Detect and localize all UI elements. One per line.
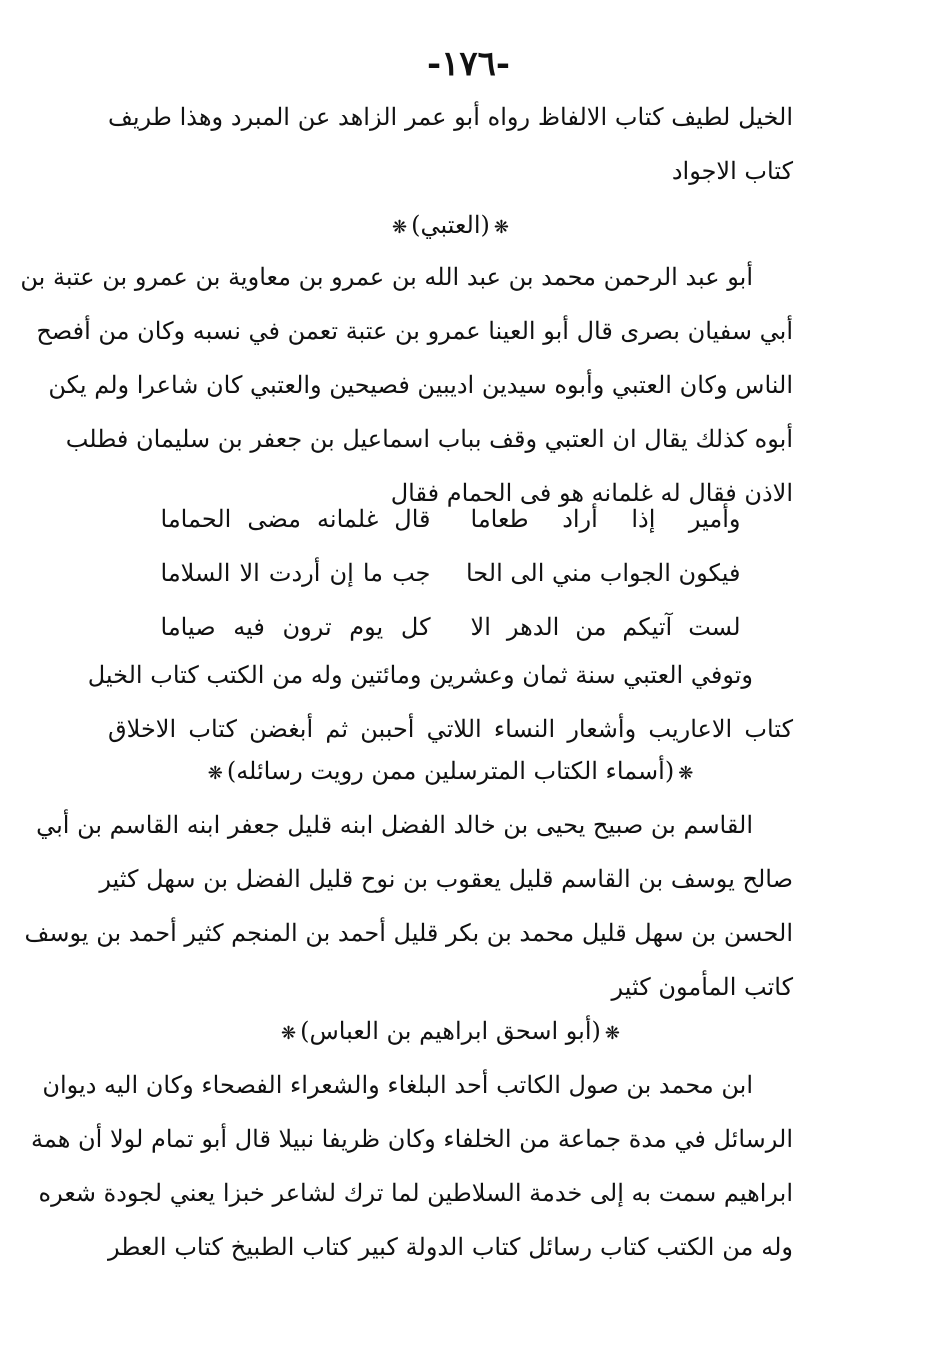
text-line: وله من الكتب كتاب رسائل كتاب الدولة كبير كتاب الطبيخ كتاب العطر [108, 1233, 793, 1261]
utbi-paragraph [20, 250, 793, 520]
verse-first-half: وأمير إذا أراد طعاما [470, 505, 741, 533]
section-heading-ibrahim [108, 1004, 793, 1058]
page-number: -١٧٦- [426, 44, 511, 84]
section-heading: ❋(أسماء الكتاب المترسلين ممن رويت رسائله)❋ [108, 744, 793, 798]
text-line: ابراهيم سمت به إلى خدمة السلاطين لما ترك لشاعر خبزا يعني لجودة شعره [38, 1179, 793, 1207]
text-line: الرسائل في مدة جماعة من الخلفاء وكان ظريفا نبيلا قال أبو تمام لولا أن همة [31, 1125, 793, 1153]
section-heading-letter-writers [108, 744, 793, 798]
text-line: كاتب المأمون كثير [611, 973, 793, 1001]
poem [108, 492, 793, 654]
verse-second-half: قال غلمانه مضى الحماما [160, 505, 431, 533]
text-line: الاذن فقال له غلمانه هو فى الحمام فقال [390, 479, 793, 507]
text-line: كتاب الاجواد [671, 157, 793, 185]
verse-second-half: جب ما إن أردت الا السلاما [160, 559, 431, 587]
verse-first-half: فيكون الجواب مني الى الحا [465, 559, 741, 587]
verse [108, 546, 793, 600]
heading-text: أسماء الكتاب المترسلين ممن رويت رسائله [236, 757, 665, 785]
ibrahim-paragraph [31, 1058, 793, 1274]
verse [108, 492, 793, 546]
section-heading: ❋(العتبي)❋ [108, 198, 793, 252]
text-line: ابن محمد بن صول الكاتب أحد البلغاء والشعراء الفصحاء وكان اليه ديوان [42, 1071, 753, 1099]
text-line: وتوفي العتبي سنة ثمان وعشرين ومائتين وله من الكتب كتاب الخيل [87, 661, 753, 689]
intro-paragraph [108, 90, 793, 198]
text-line: الحسن بن سهل قليل محمد بن بكر قليل أحمد بن المنجم كثير أحمد بن يوسف [24, 919, 793, 947]
ornament-icon: ❋ [678, 763, 694, 784]
verse-second-half: كل يوم ترون فيه صياما [160, 613, 431, 641]
heading-text: أبو اسحق ابراهيم بن العباس [309, 1017, 592, 1045]
ornament-icon: ❋ [493, 217, 509, 238]
text-line: الخيل لطيف كتاب الالفاظ رواه أبو عمر الزاهد عن المبرد وهذا طريف [108, 103, 794, 131]
section-heading: ❋(أبو اسحق ابراهيم بن العباس)❋ [108, 1004, 793, 1058]
section-heading-utbi [108, 198, 793, 252]
utbi-works-paragraph [87, 648, 793, 756]
ornament-icon: ❋ [604, 1023, 620, 1044]
verse-first-half: لست آتيكم من الدهر الا [470, 613, 741, 641]
text-line: أبوه كذلك يقال ان العتبي وقف بباب اسماعيل بن جعفر بن سليمان فطلب [65, 425, 793, 453]
text-line: أبو عبد الرحمن محمد بن عبد الله بن عمرو بن معاوية بن عمرو بن عتبة بن [20, 263, 753, 291]
ornament-icon: ❋ [281, 1023, 297, 1044]
text-line: الناس وكان العتبي وأبوه سيدين اديبين فصيحين والعتبي كان شاعرا ولم يكن [48, 371, 793, 399]
letter-writers-paragraph [24, 798, 793, 1014]
text-line: كتاب الاعاريب وأشعار النساء اللاتي أحببن ثم أبغضن كتاب الاخلاق [108, 715, 793, 743]
text-line: أبي سفيان بصرى قال أبو العينا عمرو بن عتبة تعمن في نسبه وكان من أفصح [36, 317, 793, 345]
ornament-icon: ❋ [392, 217, 408, 238]
ornament-icon: ❋ [207, 763, 223, 784]
text-line: القاسم بن صبيح يحيى بن خالد الفضل ابنه قليل جعفر ابنه القاسم بن أبي [36, 811, 753, 839]
text-line: صالح يوسف بن القاسم قليل يعقوب بن نوح قليل الفضل بن سهل كثير [99, 865, 793, 893]
verse [108, 600, 793, 654]
heading-text: العتبي [420, 211, 481, 239]
